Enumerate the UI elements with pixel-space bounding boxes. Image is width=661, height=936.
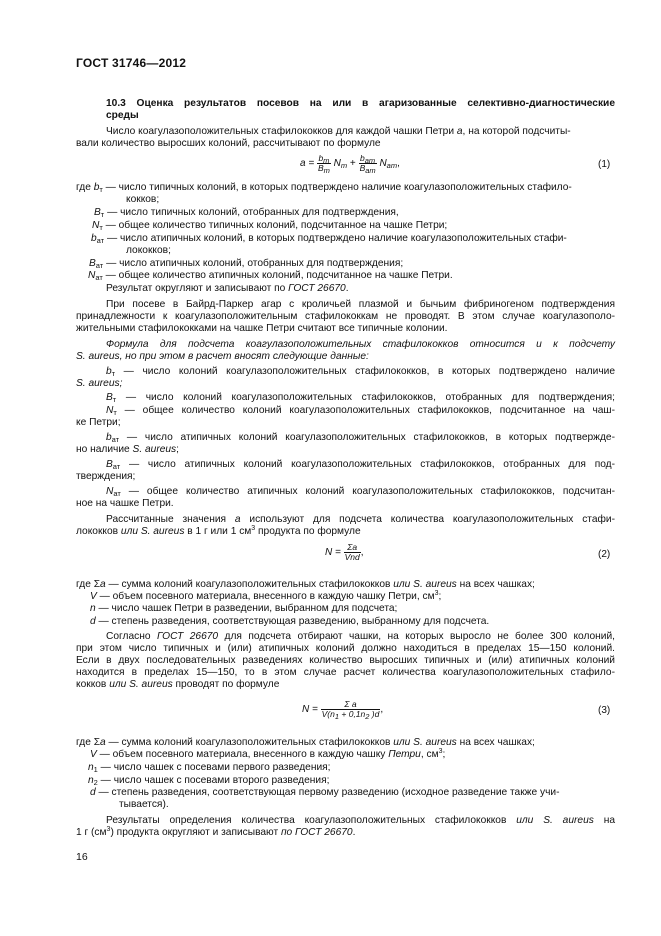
where4-d: d — степень разведения, соответствующая первому разведению (исходное разведение также учи-: [90, 787, 560, 798]
text: лококков: [76, 526, 121, 537]
formula-2-number: (2): [598, 549, 611, 560]
where1-b: где $b_т$ — число типичных колоний, в которых подтверждено наличие коагулазоположительных стафило-: [76, 182, 572, 194]
text: для подсчета отбирают чашки, на которых выросло не более 300 колоний,: [218, 631, 616, 642]
text: продукта по формуле: [255, 526, 361, 537]
text: 1 г (см: [76, 827, 107, 838]
where3-a: где Σa — сумма колоний коагулазоположительных стафилококков или S. aureus на всех чашках;: [76, 579, 535, 590]
formula-3: [302, 700, 383, 719]
where2-Nat: $N_{ат}$ — общее количество атипичных колоний коагулазоположительных стафилококков, подсчитан-: [106, 486, 615, 498]
text: Результаты определения количества коагулазоположительных стафилококков: [106, 815, 517, 826]
fraction-bt-Bt: $\frac{b_т}{B_т}$: [317, 153, 330, 175]
where2-N-cont: ке Петри;: [76, 417, 121, 428]
paragraph-1-line1: [106, 126, 571, 138]
fraction: [321, 699, 384, 721]
result-1: [106, 283, 349, 295]
where2-bat-cont: но наличие S. aureus;: [76, 444, 179, 455]
where2-b-cont: S. aureus;: [76, 378, 123, 389]
where4-V: V — объем посевного материала, внесенного в каждую чашку Петри, $см^3$;: [90, 748, 446, 760]
paragraph-2-line3: жительными стафилококками на чашке Петри считают все типичные колонии.: [76, 323, 448, 334]
paragraph-2-line1: При посеве в Байрд-Паркер агар с кроличьей плазмой и бычьим фибриногеном подтверждения: [106, 299, 615, 310]
section-title-line1: 10.3 Оценка результатов посевов на или в агаризованные селективно-диагностические: [106, 98, 615, 109]
text: ) продукта округляют и записывают: [110, 827, 281, 838]
gost-reference: по ГОСТ 26670: [280, 827, 353, 838]
superscript: 3: [106, 826, 111, 833]
organism: или S. aureus: [516, 815, 594, 826]
page-header: ГОСТ 31746—2012: [76, 56, 187, 70]
gost-reference: ГОСТ 26670: [288, 283, 346, 294]
var: a: [234, 514, 241, 525]
text: Число коагулазоположительных стафилококков для каждой чашки Петри: [106, 126, 457, 137]
where2-Bat: $B_{ат}$ — число атипичных колоний коагулазоположительных стафилококков, отобранных для под-: [106, 459, 615, 471]
paragraph-5-line4: находится в пределах 15—150, то в этом случае расчет количества коагулазоположительных стафило-: [76, 667, 615, 678]
where1-Bat: $B_{ат}$ — число атипичных колоний, отобранных для подтверждения;: [89, 258, 404, 270]
where2-Nat-cont: ное на чашке Петри.: [76, 498, 174, 509]
text: Результат округляют и записывают по: [106, 283, 289, 294]
var: a: [456, 126, 463, 137]
superscript: 3: [251, 525, 256, 532]
section-title-line2: среды: [106, 110, 139, 121]
where2-bat: $b_{ат}$ — число атипичных колоний коагулазоположительных стафилококков, в которых подтвержде-: [106, 432, 615, 444]
where3-V: V — объем посевного материала, внесенного в каждую чашку Петри, $см^3$;: [90, 590, 442, 602]
where1-bat-cont: лококков;: [126, 245, 171, 256]
where3-d: d — степень разведения, соответствующая разведению, выбранному для подсчета.: [90, 616, 490, 627]
where1-B: $B_т$ — число типичных колоний, отобранных для подтверждения,: [94, 207, 399, 219]
formula-1: a = $\frac{b_т}{B_т}$ $N_т$ + $\frac{b_{ат}}{B_{ат}}$ $N_{ат}$,: [300, 153, 400, 175]
paragraph-6-line2: [76, 827, 355, 839]
paragraph-1-line2: вали количество выросших колоний, рассчитывают по формуле: [76, 138, 381, 149]
denominator: $V(n_1 + 0,1n_2$ )d: [321, 709, 380, 721]
formula-2: [325, 543, 364, 562]
formula-1-number: (1): [598, 159, 611, 170]
text: используют для подсчета количества коагулазоположительных стафи-: [240, 514, 615, 525]
paragraph-4-line1: [106, 514, 615, 526]
where1-b-cont: кокков;: [126, 194, 160, 205]
text: кокков: [76, 679, 110, 690]
text: ,: [380, 704, 384, 716]
text: на: [593, 815, 616, 826]
where2-N: $N_т$ — общее количество колоний коагулазоположительных стафилококков, подсчитанное на чаш-: [106, 405, 615, 417]
fraction: [344, 543, 361, 562]
where1-Nat: $N_{ат}$ — общее количество атипичных колоний, подсчитанное на чашке Петри.: [88, 270, 453, 282]
text: Рассчитанные значения: [106, 514, 235, 525]
where1-bat: $b_{ат}$ — число атипичных колоний, в которых подтверждено наличие коагулазоположительных стафи-: [91, 233, 567, 245]
text: .: [352, 827, 356, 838]
organism: или S. aureus: [120, 526, 185, 537]
where4-n2: $n_2$ — число чашек с посевами второго разведения;: [88, 775, 330, 787]
where2-B: $B_т$ — число колоний коагулазоположительных стафилококков, отобранных для подтверждения;: [106, 392, 615, 404]
text: , на которой подсчиты-: [462, 126, 571, 137]
text: проводят по формуле: [172, 679, 280, 690]
page-number: 16: [76, 851, 88, 863]
where1-N: $N_т$ — общее количество типичных колоний, подсчитанное на чашке Петри;: [92, 220, 448, 232]
where2-b: $b_т$ — число колоний коагулазоположительных стафилококков, в которых подтверждено наличие: [106, 366, 615, 378]
paragraph-6-line1: [106, 815, 615, 827]
text: Согласно: [106, 631, 157, 642]
organism: или S. aureus: [109, 679, 173, 690]
where4-n1: $n_1$ — число чашек с посевами первого разведения;: [88, 762, 331, 774]
fraction-bat-Bat: $\frac{b_{ат}}{B_{ат}}$: [359, 153, 376, 175]
lhs: N =: [325, 547, 341, 559]
paragraph-5-line1: [106, 631, 615, 643]
where4-d-cont: тывается).: [119, 799, 169, 810]
gost-reference: ГОСТ 26670: [156, 631, 219, 642]
paragraph-3-line2: S. aureus, но при этом в расчет вносят следующие данные:: [76, 351, 369, 362]
paragraph-3-line1: Формула для подсчета коагулазоположительных стафилококков относится и к подсчету: [106, 339, 615, 350]
text: в 1 г или 1 см: [184, 526, 252, 537]
paragraph-5-line3: Если в двух последовательных разведениях количество выросших типичных и (или) атипичных колоний: [76, 655, 615, 666]
paragraph-5-line5: [76, 679, 279, 691]
where4-a: где Σa — сумма колоний коагулазоположительных стафилококков или S. aureus на всех чашках;: [76, 737, 535, 748]
text: ,: [360, 547, 364, 559]
paragraph-2-line2: принадлежности к коагулазоположительным стафилококкам не проводят. В этом случае коагулазополо-: [76, 311, 615, 322]
numerator: Σa: [344, 543, 361, 553]
where2-Bat-cont: тверждения;: [76, 471, 136, 482]
formula-3-number: (3): [598, 705, 611, 716]
text: .: [345, 283, 349, 294]
paragraph-5-line2: при этом число типичных и (или) атипичных колоний должно находиться в пределах 15—150 колоний.: [76, 643, 615, 654]
paragraph-4-line2: [76, 526, 361, 538]
numerator: Σ a: [321, 700, 381, 710]
lhs: N =: [302, 704, 318, 716]
where3-n: n — число чашек Петри в разведении, выбранном для подсчета;: [90, 603, 398, 614]
denominator: Vnd: [344, 552, 360, 562]
